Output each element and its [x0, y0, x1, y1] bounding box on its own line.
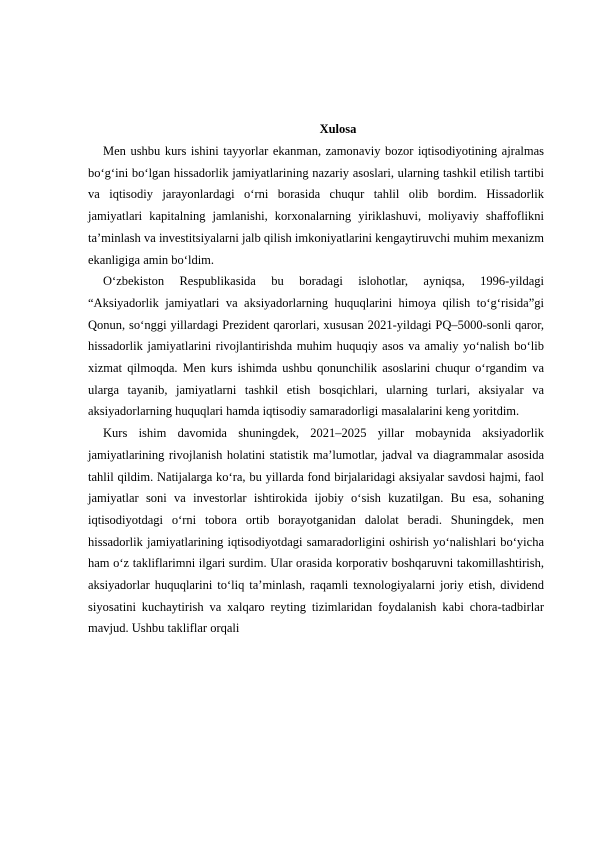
paragraph-analysis: Kurs ishim davomida shuningdek, 2021–2025 yillar mobaynida aksiyadorlik jamiyatlarining rivojlanish holatini statistik ma’lumotlar, jadval va diagrammalar asosida tahlil qildim. Natijalarga ko‘ra, bu yillarda fond birjalaridagi aksiyalar savdosi hajmi, faol jamiyatlar soni va investorlar ishtirokida ijobiy o‘sish kuzatilgan. Bu esa, sohaning iqtisodiyotdagi o‘rni tobora ortib borayotganidan dalolat beradi. Shuningdek, men hissadorlik jamiyatlarining iqtisodiyotdagi samaradorligini oshirish yo‘nalishlari bo‘yicha ham o‘z takliflarimni ilgari surdim. Ular orasida korporativ boshqaruvni takomillashtirish, aksiyadorlar huquqlarini to‘liq ta’minlash, raqamli texnologiyalarni joriy etish, dividend siyosatini kuchaytirish va xalqaro reyting tizimlaridan foydalanish kabi chora-tadbirlar mavjud. Ushbu takliflar orqali: [88, 426, 544, 636]
section-title: Xulosa: [319, 122, 357, 136]
paragraph-legislation: O‘zbekiston Respublikasida bu boradagi islohotlar, ayniqsa, 1996-yildagi “Aksiyadorlik jamiyatlari va aksiyadorlarning huquqlarini himoya qilish to‘g‘risida”gi Qonun, so‘nggi yillardagi Prezident qarorlari, xususan 2021-yildagi PQ–5000-sonli qaror, hissadorlik jamiyatlarini rivojlantirishda muhim huquqiy asos va amaliy yo‘nalish bo‘lib xizmat qilmoqda. Men kurs ishimda ushbu qonunchilik asoslarini chuqur o‘rgandim va ularga tayanib, jamiyatlarni tashkil etish bosqichlari, ularning turlari, aksiyalar va aksiyadorlarning huquqlari hamda iqtisodiy samaradorligi masalalarini keng yoritdim.: [88, 274, 544, 419]
paragraph-intro: Men ushbu kurs ishini tayyorlar ekanman, zamonaviy bozor iqtisodiyotining ajralmas bo‘g‘ini bo‘lgan hissadorlik jamiyatlarining nazariy asoslari, ularning tashkil etilish tartibi va iqtisodiy jarayonlardagi o‘rni borasida chuqur tahlil olib bordim. Hissadorlik jamiyatlari kapitalning jamlanishi, korxonalarning yiriklashuvi, moliyaviy shaffoflikni ta’minlash va investitsiyalarni jalb qilish imkoniyatlarini kengaytiruvchi muhim mexanizm ekanligiga amin bo‘ldim.: [88, 144, 544, 267]
document-page: [88, 118, 544, 640]
